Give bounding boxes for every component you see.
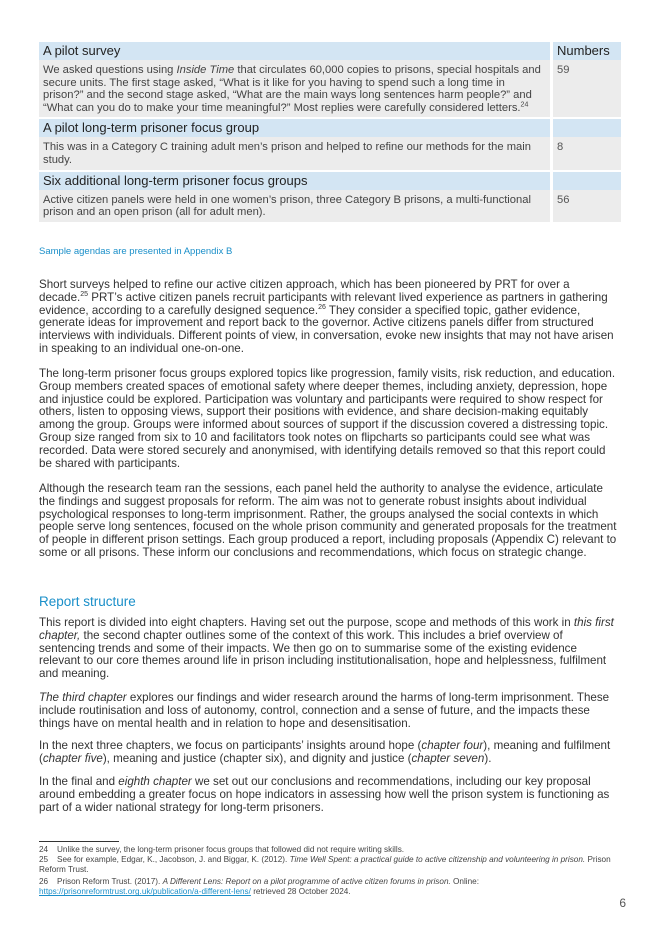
footnote: 24 Unlike the survey, the long-term prisoner focus groups that followed did not require writing skills. xyxy=(39,845,405,854)
table-row xyxy=(39,60,621,119)
table-section-header xyxy=(39,119,621,137)
footnote-divider xyxy=(39,841,119,842)
page-number: 6 xyxy=(619,896,626,910)
paragraph: This report is divided into eight chapters. Having set out the purpose, scope and methods of this work in this first chapter, the second chapter outlines some of the context of this work. This includes a brief overview of sentencing trends and some of their impacts. We then go on to summarise some of the existing evidence relevant to our core themes around life in prison including institutionalisation, hope and helplessness, fulfilment and meaning. xyxy=(39,616,614,681)
methods-table xyxy=(39,42,621,224)
numbers-column-header: Numbers xyxy=(550,42,621,60)
footnote: 25 See for example, Edgar, K., Jacobson, J. and Biggar, K. (2012). Time Well Spent: a practical guide to active citizenship and volunteering in prison. Prison Reform Trust. xyxy=(39,855,611,875)
appendix-caption: Sample agendas are presented in Appendix B xyxy=(39,246,233,257)
section-title: A pilot survey xyxy=(39,42,550,60)
table-row xyxy=(39,190,621,224)
section-heading: Report structure xyxy=(39,594,136,609)
row-number: 59 xyxy=(550,60,621,119)
row-description: We asked questions using Inside Time that circulates 60,000 copies to prisons, special hospitals and secure units. The first stage asked, “What is it like for you having to spend such a long time in prison?” and the second stage asked, “What are the main ways long sentences harm people?” and “What can you do to make your time meaningful?” Most replies were carefully considered letters.$^{24}$ xyxy=(39,60,550,119)
footnote: 26 Prison Reform Trust. (2017). A Different Lens: Report on a pilot programme of active citizen forums in prison. Online: https://prisonreformtrust.org.uk/publication/a-different-lens/ retrieved 28 October 2024. xyxy=(39,877,479,897)
footnote-link[interactable]: https://prisonreformtrust.org.uk/publication/a-different-lens/ xyxy=(39,887,251,897)
row-number: 56 xyxy=(550,190,621,224)
paragraph: In the final and eighth chapter we set out our conclusions and recommendations, including our key proposal around embedding a greater focus on hope indicators in assessing how well the prison system is functioning as part of a wider national strategy for long-term prisoners. xyxy=(39,775,610,814)
paragraph: In the next three chapters, we focus on participants’ insights around hope (chapter four), meaning and fulfilment (chapter five), meaning and justice (chapter six), and dignity and justice (chapter seven). xyxy=(39,739,611,765)
section-title: Six additional long-term prisoner focus groups xyxy=(39,172,550,190)
table-section-header xyxy=(39,42,621,60)
paragraph: Short surveys helped to refine our active citizen approach, which has been pioneered by PRT for over a decade.$^{25}$ PRT’s active citizen panels recruit participants with relevant lived experience as partners in gathering evidence, according to a carefully designed sequence.$^{26}$ They consider a specified topic, gather evidence, generate ideas for improvement and report back to the governor. Active citizens panels differ from structured interviews with individuals. Different points of view, in conversation, evoke new insights that may not have arisen in speaking to an individual one-on-one. xyxy=(39,278,614,355)
paragraph: The long-term prisoner focus groups explored topics like progression, family visits, risk reduction, and education. Group members created spaces of emotional safety where deeper themes, including anxiety, depression, hope and injustice could be explored. Participation was voluntary and participants were required to show respect for others, listen to opposing views, support their positions with evidence, and share decision-making equitably among the group. Groups were informed about sources of support if the discussion covered a distressing topic. Group size ranged from six to 10 and facilitators took notes on flipcharts so participants could see what was recorded. Data were stored securely and anonymised, with identifying details removed so that this report could be shared with participants. xyxy=(39,367,616,470)
row-description: Active citizen panels were held in one women’s prison, three Category B prisons, a multi-functional prison and an open prison (all for adult men). xyxy=(39,190,550,224)
table-section-header xyxy=(39,172,621,190)
row-description: This was in a Category C training adult men’s prison and helped to refine our methods for the main study. xyxy=(39,137,550,171)
row-number: 8 xyxy=(550,137,621,171)
paragraph: The third chapter explores our findings and wider research around the harms of long-term imprisonment. These include routinisation and loss of autonomy, control, connection and a sense of future, and the impacts these things have on mental health and in relation to hope and desensitisation. xyxy=(39,691,610,730)
table-row xyxy=(39,137,621,171)
paragraph: Although the research team ran the sessions, each panel held the authority to analyse the evidence, articulate the findings and suggest proposals for reform. The aim was not to generate robust insights about individual psychological responses to long-term imprisonment. Rather, the groups analysed the social contexts in which people serve long sentences, focused on the whole prison community and generated proposals for the treatment of people in different prison settings. Each group produced a report, including proposals (Appendix C) relevant to some or all prisons. These inform our conclusions and recommendations, which focus on strategic change. xyxy=(39,482,617,559)
section-title: A pilot long-term prisoner focus group xyxy=(39,119,550,137)
